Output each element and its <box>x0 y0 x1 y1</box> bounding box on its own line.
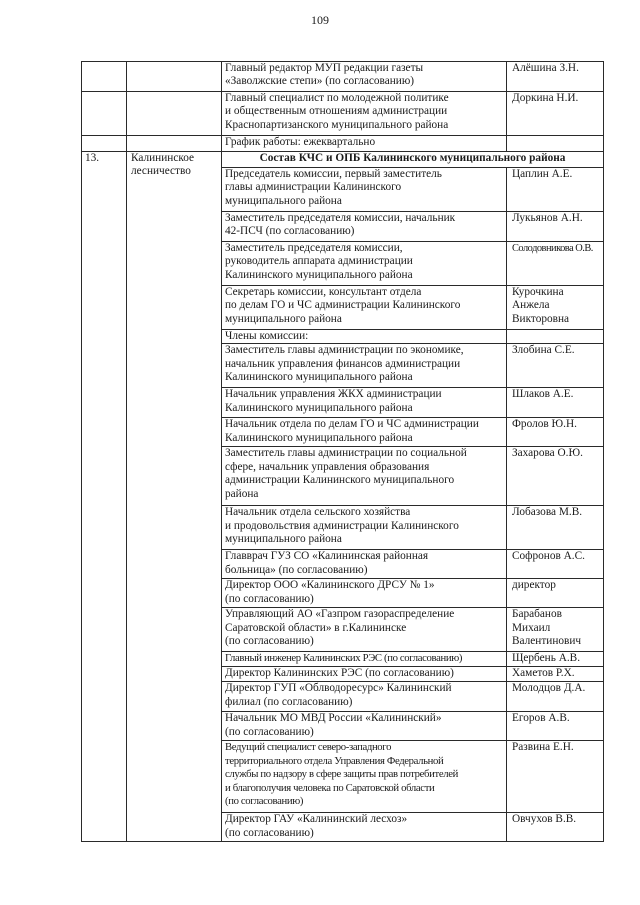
position-cell: Директор ООО «Калининского ДРСУ № 1» (по согласованию) <box>222 579 507 608</box>
row-number-cell <box>82 92 127 136</box>
page-number: 109 <box>311 13 329 27</box>
position-cell: Главный специалист по молодежной политике и общественным отношениям администрации Краснопартизанского муниципального района <box>222 92 507 136</box>
position-cell: Управляющий АО «Газпром газораспределение Саратовской области» в г.Калининске (по согласованию) <box>222 608 507 652</box>
position-cell: Директор ГУП «Облводоресурс» Калининский филиал (по согласованию) <box>222 682 507 712</box>
position-cell: Директор ГАУ «Калининский лесхоз» (по согласованию) <box>222 813 507 842</box>
name-cell: Егоров А.В. <box>507 712 604 741</box>
position-cell: Заместитель главы администрации по социальной сфере, начальник управления образования администрации Калининского муниципального района <box>222 447 507 506</box>
position-cell: Председатель комиссии, первый заместитель главы администрации Калининского муниципального района <box>222 168 507 212</box>
position-cell: Директор Калининских РЭС (по согласованию) <box>222 667 507 682</box>
name-cell: Молодцов Д.А. <box>507 682 604 712</box>
row-number-cell <box>82 136 127 152</box>
name-cell: Лукьянов А.Н. <box>507 212 604 242</box>
name-cell: Барабанов Михаил Валентинович <box>507 608 604 652</box>
position-cell: Начальник управления ЖКХ администрации Калининского муниципального района <box>222 388 507 418</box>
name-cell: Развина Е.Н. <box>507 741 604 813</box>
name-cell: Шлаков А.Е. <box>507 388 604 418</box>
name-cell: Лобазова М.В. <box>507 506 604 550</box>
position-cell: Начальник отдела по делам ГО и ЧС администрации Калининского муниципального района <box>222 418 507 447</box>
position-cell: Заместитель председателя комиссии, начальник 42-ПСЧ (по согласованию) <box>222 212 507 242</box>
forestry-cell <box>127 136 222 152</box>
name-cell: Курочкина Анжела Викторовна <box>507 286 604 330</box>
table-row <box>82 136 604 152</box>
forestry-name: Калининское лесничество <box>127 152 222 842</box>
name-cell <box>507 330 604 344</box>
name-cell: Хаметов Р.Х. <box>507 667 604 682</box>
name-cell: Софронов А.С. <box>507 550 604 579</box>
row-number-cell <box>82 62 127 92</box>
section-heading-row <box>82 152 604 168</box>
name-cell: Фролов Ю.Н. <box>507 418 604 447</box>
table-row <box>82 92 604 136</box>
position-cell: Главный инженер Калининских РЭС (по согласованию) <box>222 652 507 667</box>
name-cell <box>507 136 604 152</box>
position-cell: Главный редактор МУП редакции газеты «Заволжские степи» (по согласованию) <box>222 62 507 92</box>
commission-table <box>81 61 604 842</box>
name-cell: Цаплин А.Е. <box>507 168 604 212</box>
members-label: Члены комиссии: <box>222 330 507 344</box>
position-cell: Секретарь комиссии, консультант отдела по делам ГО и ЧС администрации Калининского муниципального района <box>222 286 507 330</box>
name-cell: Доркина Н.И. <box>507 92 604 136</box>
section-heading: Состав КЧС и ОПБ Калининского муниципального района <box>222 152 604 168</box>
forestry-cell <box>127 92 222 136</box>
position-cell: Главврач ГУЗ СО «Калининская районная больница» (по согласованию) <box>222 550 507 579</box>
position-cell: Ведущий специалист северо-западного территориального отдела Управления Федеральной службы по надзору в сфере защиты прав потребителей и благополучия человека по Саратовской области (по согласованию) <box>222 741 507 813</box>
forestry-cell <box>127 62 222 92</box>
name-cell: Солодовникова О.В. <box>507 242 604 286</box>
position-cell: Заместитель главы администрации по экономике, начальник управления финансов администрации Калининского муниципального района <box>222 344 507 388</box>
name-cell: Овчухов В.В. <box>507 813 604 842</box>
name-cell: Щербень А.В. <box>507 652 604 667</box>
name-cell: Злобина С.Е. <box>507 344 604 388</box>
position-cell: Начальник отдела сельского хозяйства и продовольствия администрации Калининского муниципального района <box>222 506 507 550</box>
name-cell: директор <box>507 579 604 608</box>
name-cell: Алёшина З.Н. <box>507 62 604 92</box>
position-cell: Заместитель председателя комиссии, руководитель аппарата администрации Калининского муниципального района <box>222 242 507 286</box>
name-cell: Захарова О.Ю. <box>507 447 604 506</box>
position-cell: График работы: ежеквартально <box>222 136 507 152</box>
position-cell: Начальник МО МВД России «Калининский» (по согласованию) <box>222 712 507 741</box>
section-number: 13. <box>82 152 127 842</box>
table-row <box>82 62 604 92</box>
